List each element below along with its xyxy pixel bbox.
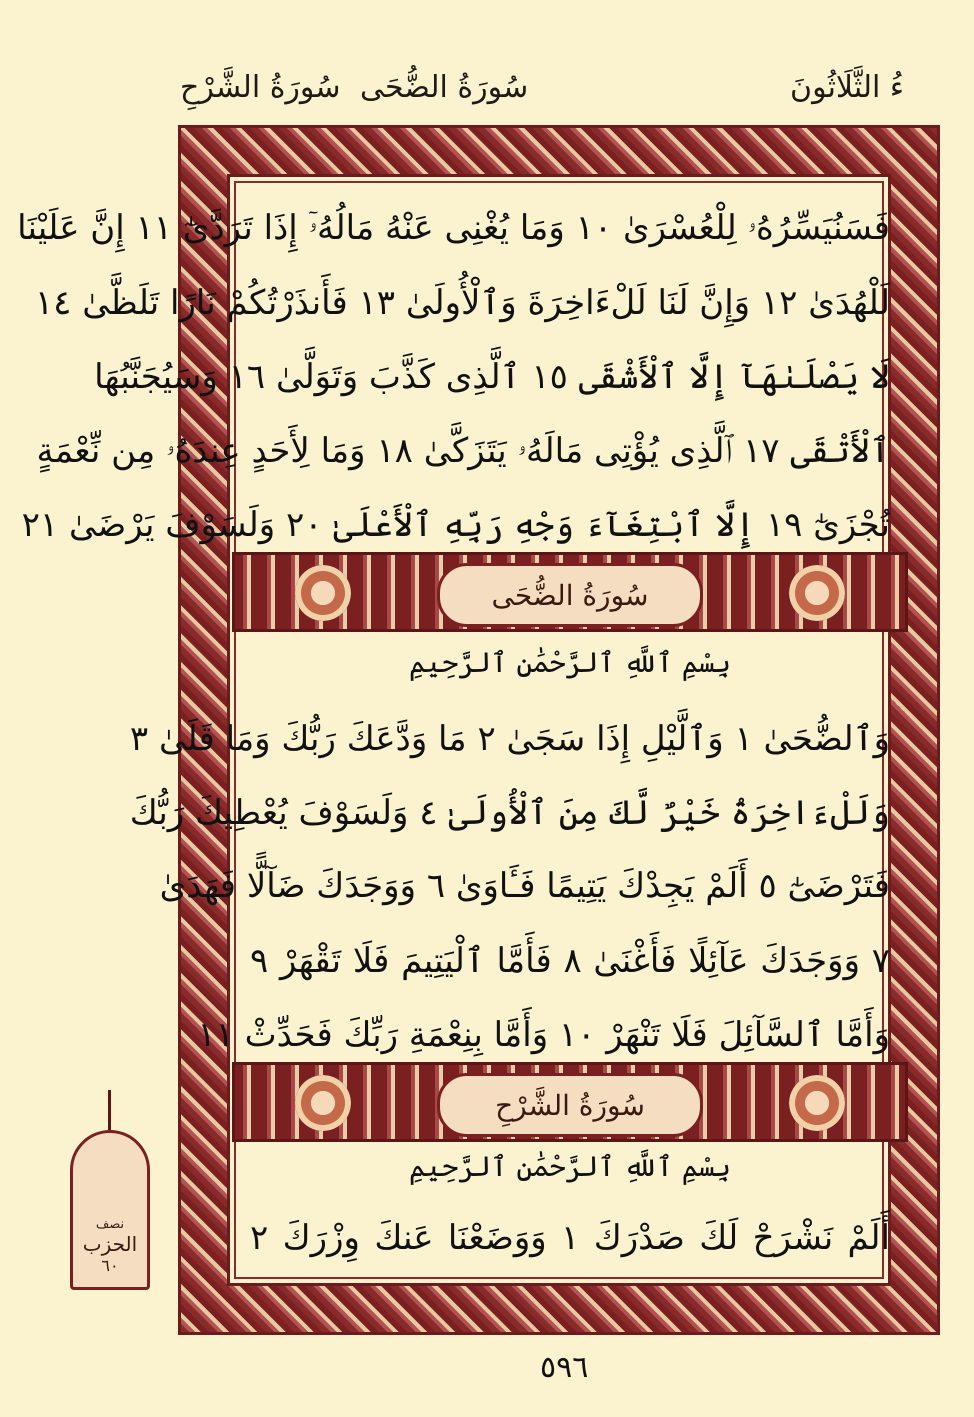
verse-line: ٱلْأَتْقَى ١٧ ٱلَّذِى يُؤْتِى مَالَهُۥ يَتَزَكَّىٰ ١٨ وَمَا لِأَحَدٍ عِندَهُۥ مِن نِّعْمَةٍ: [36, 430, 890, 471]
verse-line: تُجْزَىٰٓ ١٩ إِلَّا ٱبْتِغَآءَ وَجْهِ رَبِّهِ ٱلْأَعْلَىٰ ٢٠ وَلَسَوْفَ يَرْضَىٰ ٢١: [21, 504, 890, 545]
juz-title: ءُ الثَّلَاثُونَ: [790, 70, 904, 105]
surah-header-left: سُورَةُ الشَّرْحِ: [180, 70, 341, 105]
basmala: بِسْمِ ٱللَّهِ ٱلرَّحْمَٰنِ ٱلرَّحِيمِ: [408, 646, 731, 679]
verse-line: لَا يَصْلَىٰهَآ إِلَّا ٱلْأَشْقَى ١٥ ٱلَّذِى كَذَّبَ وَتَوَلَّىٰ ١٦ وَسَيُجَنَّبُهَا: [94, 356, 890, 397]
hizb-badge: [70, 1130, 150, 1290]
rosette-icon: [295, 1075, 351, 1131]
rosette-icon: [789, 1075, 845, 1131]
verse-line: وَأَمَّا ٱلسَّآئِلَ فَلَا تَنْهَرْ ١٠ وَأَمَّا بِنِعْمَةِ رَبِّكَ فَحَدِّثْ ١١: [197, 1014, 890, 1055]
page-number: ٥٩٦: [540, 1350, 589, 1385]
surah-title-banner: [232, 552, 908, 632]
verse-line: وَلَلْءَاخِرَةُ خَيْرٌ لَّكَ مِنَ ٱلْأُولَىٰ ٤ وَلَسَوْفَ يُعْطِيكَ رَبُّكَ: [129, 792, 890, 833]
verse-line: فَسَنُيَسِّرُهُۥ لِلْعُسْرَىٰ ١٠ وَمَا يُغْنِى عَنْهُ مَالُهُۥٓ إِذَا تَرَدَّىٰٓ ١١ إِنَّ عَلَيْنَا: [17, 208, 890, 248]
page-header: [0, 70, 974, 120]
verse-line: وَٱلضُّحَىٰ ١ وَٱلَّيْلِ إِذَا سَجَىٰ ٢ مَا وَدَّعَكَ رَبُّكَ وَمَا قَلَىٰ ٣: [129, 718, 890, 759]
hizb-word: الحزب: [82, 1232, 138, 1256]
surah-title: سُورَةُ الشَّرْحِ: [437, 1073, 703, 1137]
hizb-spike: [108, 1090, 111, 1130]
surah-header-center: سُورَةُ الضُّحَى: [360, 70, 529, 105]
rosette-icon: [789, 565, 845, 621]
verse-line: فَتَرْضَىٰٓ ٥ أَلَمْ يَجِدْكَ يَتِيمًا فَـَٔاوَىٰ ٦ وَوَجَدَكَ ضَآلًّا فَهَدَىٰ: [159, 866, 890, 906]
verse-line: لَلْهُدَىٰ ١٢ وَإِنَّ لَنَا لَلْءَاخِرَةَ وَٱلْأُولَىٰ ١٣ فَأَنذَرْتُكُمْ نَارًا تَلَظَّىٰ ١٤: [34, 282, 890, 323]
verse-line: ٧ وَوَجَدَكَ عَآئِلًا فَأَغْنَىٰ ٨ فَأَمَّا ٱلْيَتِيمَ فَلَا تَقْهَرْ ٩: [250, 940, 891, 981]
verse-line: أَلَمْ نَشْرَحْ لَكَ صَدْرَكَ ١ وَوَضَعْنَا عَنكَ وِزْرَكَ ٢: [250, 1218, 890, 1258]
rosette-icon: [295, 565, 351, 621]
basmala: بِسْمِ ٱللَّهِ ٱلرَّحْمَٰنِ ٱلرَّحِيمِ: [408, 1150, 731, 1183]
hizb-label: نصف: [95, 1217, 125, 1232]
surah-title-banner: [232, 1062, 908, 1142]
hizb-marker: [70, 1090, 150, 1290]
hizb-number: ٦٠: [101, 1256, 119, 1275]
surah-title: سُورَةُ الضُّحَى: [437, 563, 703, 627]
